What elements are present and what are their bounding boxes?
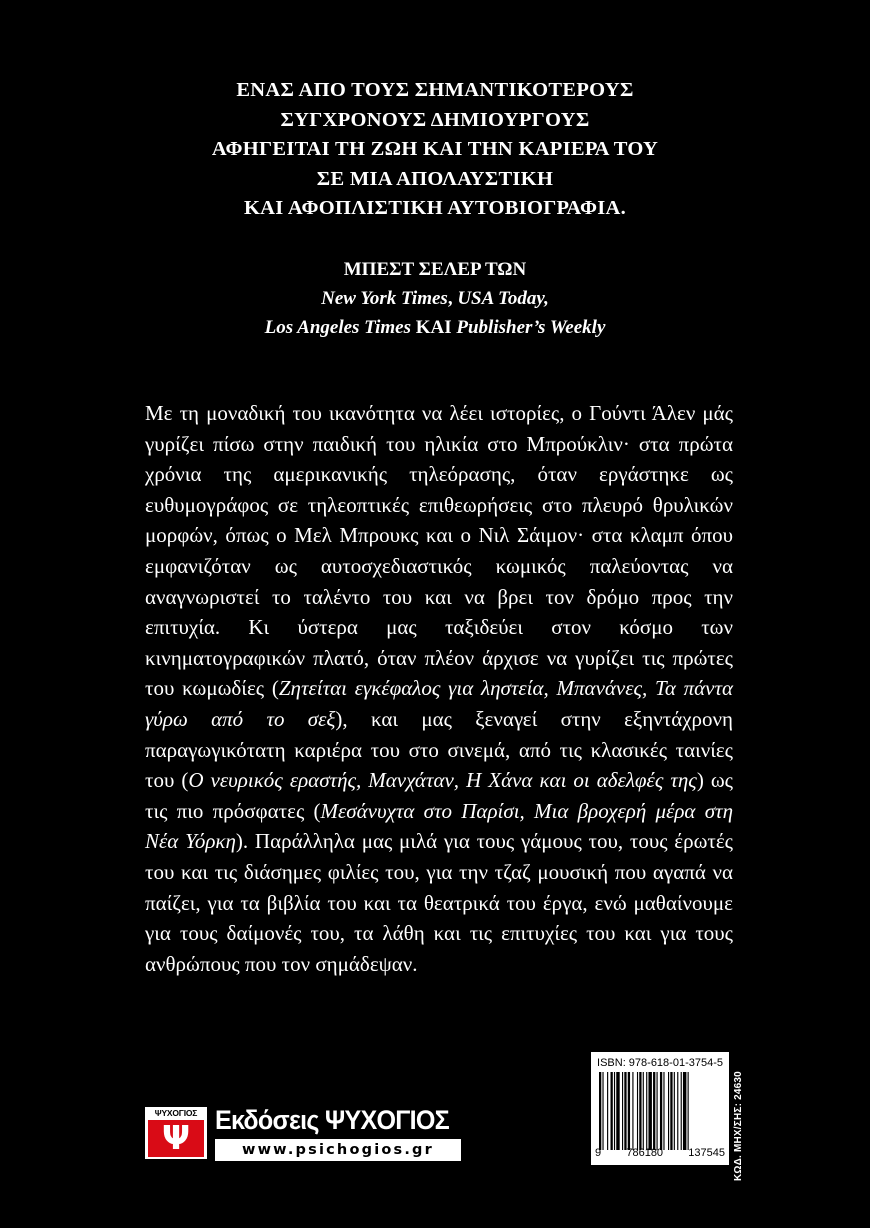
tagline-line: ΕΝΑΣ ΑΠΟ ΤΟΥΣ ΣΗΜΑΝΤΙΚΟΤΕΡΟΥΣ — [236, 79, 634, 101]
ean-digits — [591, 1147, 729, 1159]
bestseller-block — [0, 255, 870, 342]
publication-pw: Publisher’s Weekly — [456, 317, 606, 338]
barcode-icon — [599, 1072, 721, 1150]
blurb-segment: Με τη μοναδική του ικανότητα να λέει ιστορίες, ο Γούντι Άλεν μάς γυρίζει πίσω στην παιδική του ηλικία στο Μπρούκλιν· στα πρώτα χρόνια της αμερικανικής τηλεόρασης, όταν εργάστηκε ως ευθυμογράφος σε τηλεοπτικές επιθεωρήσεις στο πλευρό θρυλικών μορφών, όπως ο Μελ Μπρουκς και ο Νιλ Σάιμον· στα κλαμπ όπου εμφανιζόταν ως αυτοσχεδιαστικός κωμικός παλεύοντας να αναγνωριστεί το ταλέντο του και να βρει τον δρόμο προς την επιτυχία. Κι ύστερα μας ταξιδεύει στον κόσμο των κινηματογραφικών πλατό, όταν πλέον άρχισε να γυρίζει τις πρώτες του κωμωδίες ( — [145, 401, 733, 701]
ean-left: 786180 — [626, 1147, 664, 1159]
blurb-paragraph — [145, 398, 733, 979]
blurb-segment: ) ως τις πιο πρόσφατες ( — [145, 768, 733, 823]
psi-logo-icon — [148, 1120, 204, 1157]
tagline-line: ΚΑΙ ΑΦΟΠΛΙΣΤΙΚΗ ΑΥΤΟΒΙΟΓΡΑΦΙΑ. — [243, 197, 627, 219]
tagline-line: ΑΦΗΓΕΙΤΑΙ ΤΗ ΖΩΗ ΚΑΙ ΤΗΝ ΚΑΡΙΕΡΑ ΤΟΥ — [211, 138, 659, 160]
psi-symbol: Ψ — [161, 1118, 191, 1157]
film-titles: Μεσάνυχτα στο Παρίσι, Μια βροχερή μέρα στη Νέα Υόρκη — [145, 798, 733, 854]
publication-usa-today: USA Today, — [457, 288, 549, 309]
tagline-line: ΣΕ ΜΙΑ ΑΠΟΛΑΥΣΤΙΚΗ — [316, 167, 554, 190]
barcode-box — [591, 1052, 729, 1165]
blurb-segment: ), και μας ξεναγεί στην εξηντάχρονη παραγωγικότατη καριέρα του στο σινεμά, από τις κλασικές ταινίες του ( — [145, 706, 733, 793]
publication-nyt: New York Times — [321, 288, 448, 309]
ean-right: 137545 — [688, 1147, 725, 1159]
tagline-line: ΣΥΓΧΡΟΝΟΥΣ ΔΗΜΙΟΥΡΓΟΥΣ — [280, 108, 590, 131]
machine-code: ΚΩΔ. ΜΗΧ/ΣΗΣ: 24630 — [733, 1071, 744, 1181]
bestseller-line-1: New York Times, USA Today, — [321, 288, 549, 309]
film-titles: Ζητείται εγκέφαλος για ληστεία, Μπανάνες, Τα πάντα γύρω από το σεξ — [145, 676, 734, 731]
publisher-name: Εκδόσεις ΨΥΧΟΓΙΟΣ — [215, 1105, 449, 1135]
publisher-url: www.psichogios.gr — [215, 1139, 461, 1161]
bestseller-and: ΚΑΙ — [415, 317, 452, 338]
cover-tagline — [0, 76, 870, 224]
isbn-text: ISBN: 978-618-01-3754-5 — [597, 1057, 723, 1069]
bestseller-line-2 — [0, 313, 870, 342]
publisher-logo-tag: ΨΥΧΟΓΙΟΣ — [154, 1108, 198, 1118]
blurb-segment: ). Παράλληλα μας μιλά για τους γάμους του, τους έρωτές του και τις διάσημες φιλίες του, για την τζαζ μουσική που αγαπά να παίζει, για τα βιβλία του και τα θεατρικά του έργα, ενώ μαθαίνουμε για τους δαίμονές του, τα λάθη και τις επιτυχίες του και για τους ανθρώπους που τον σημάδεψαν. — [145, 829, 733, 976]
ean-first: 9 — [595, 1147, 602, 1159]
publisher-logo — [145, 1107, 207, 1159]
blurb-text — [145, 398, 733, 979]
film-titles: Ο νευρικός εραστής, Μανχάταν, Η Χάνα και οι αδελφές της — [188, 768, 697, 793]
bestseller-heading: ΜΠΕΣΤ ΣΕΛΕΡ ΤΩΝ — [343, 259, 527, 280]
publication-lat: Los Angeles Times — [264, 317, 411, 338]
